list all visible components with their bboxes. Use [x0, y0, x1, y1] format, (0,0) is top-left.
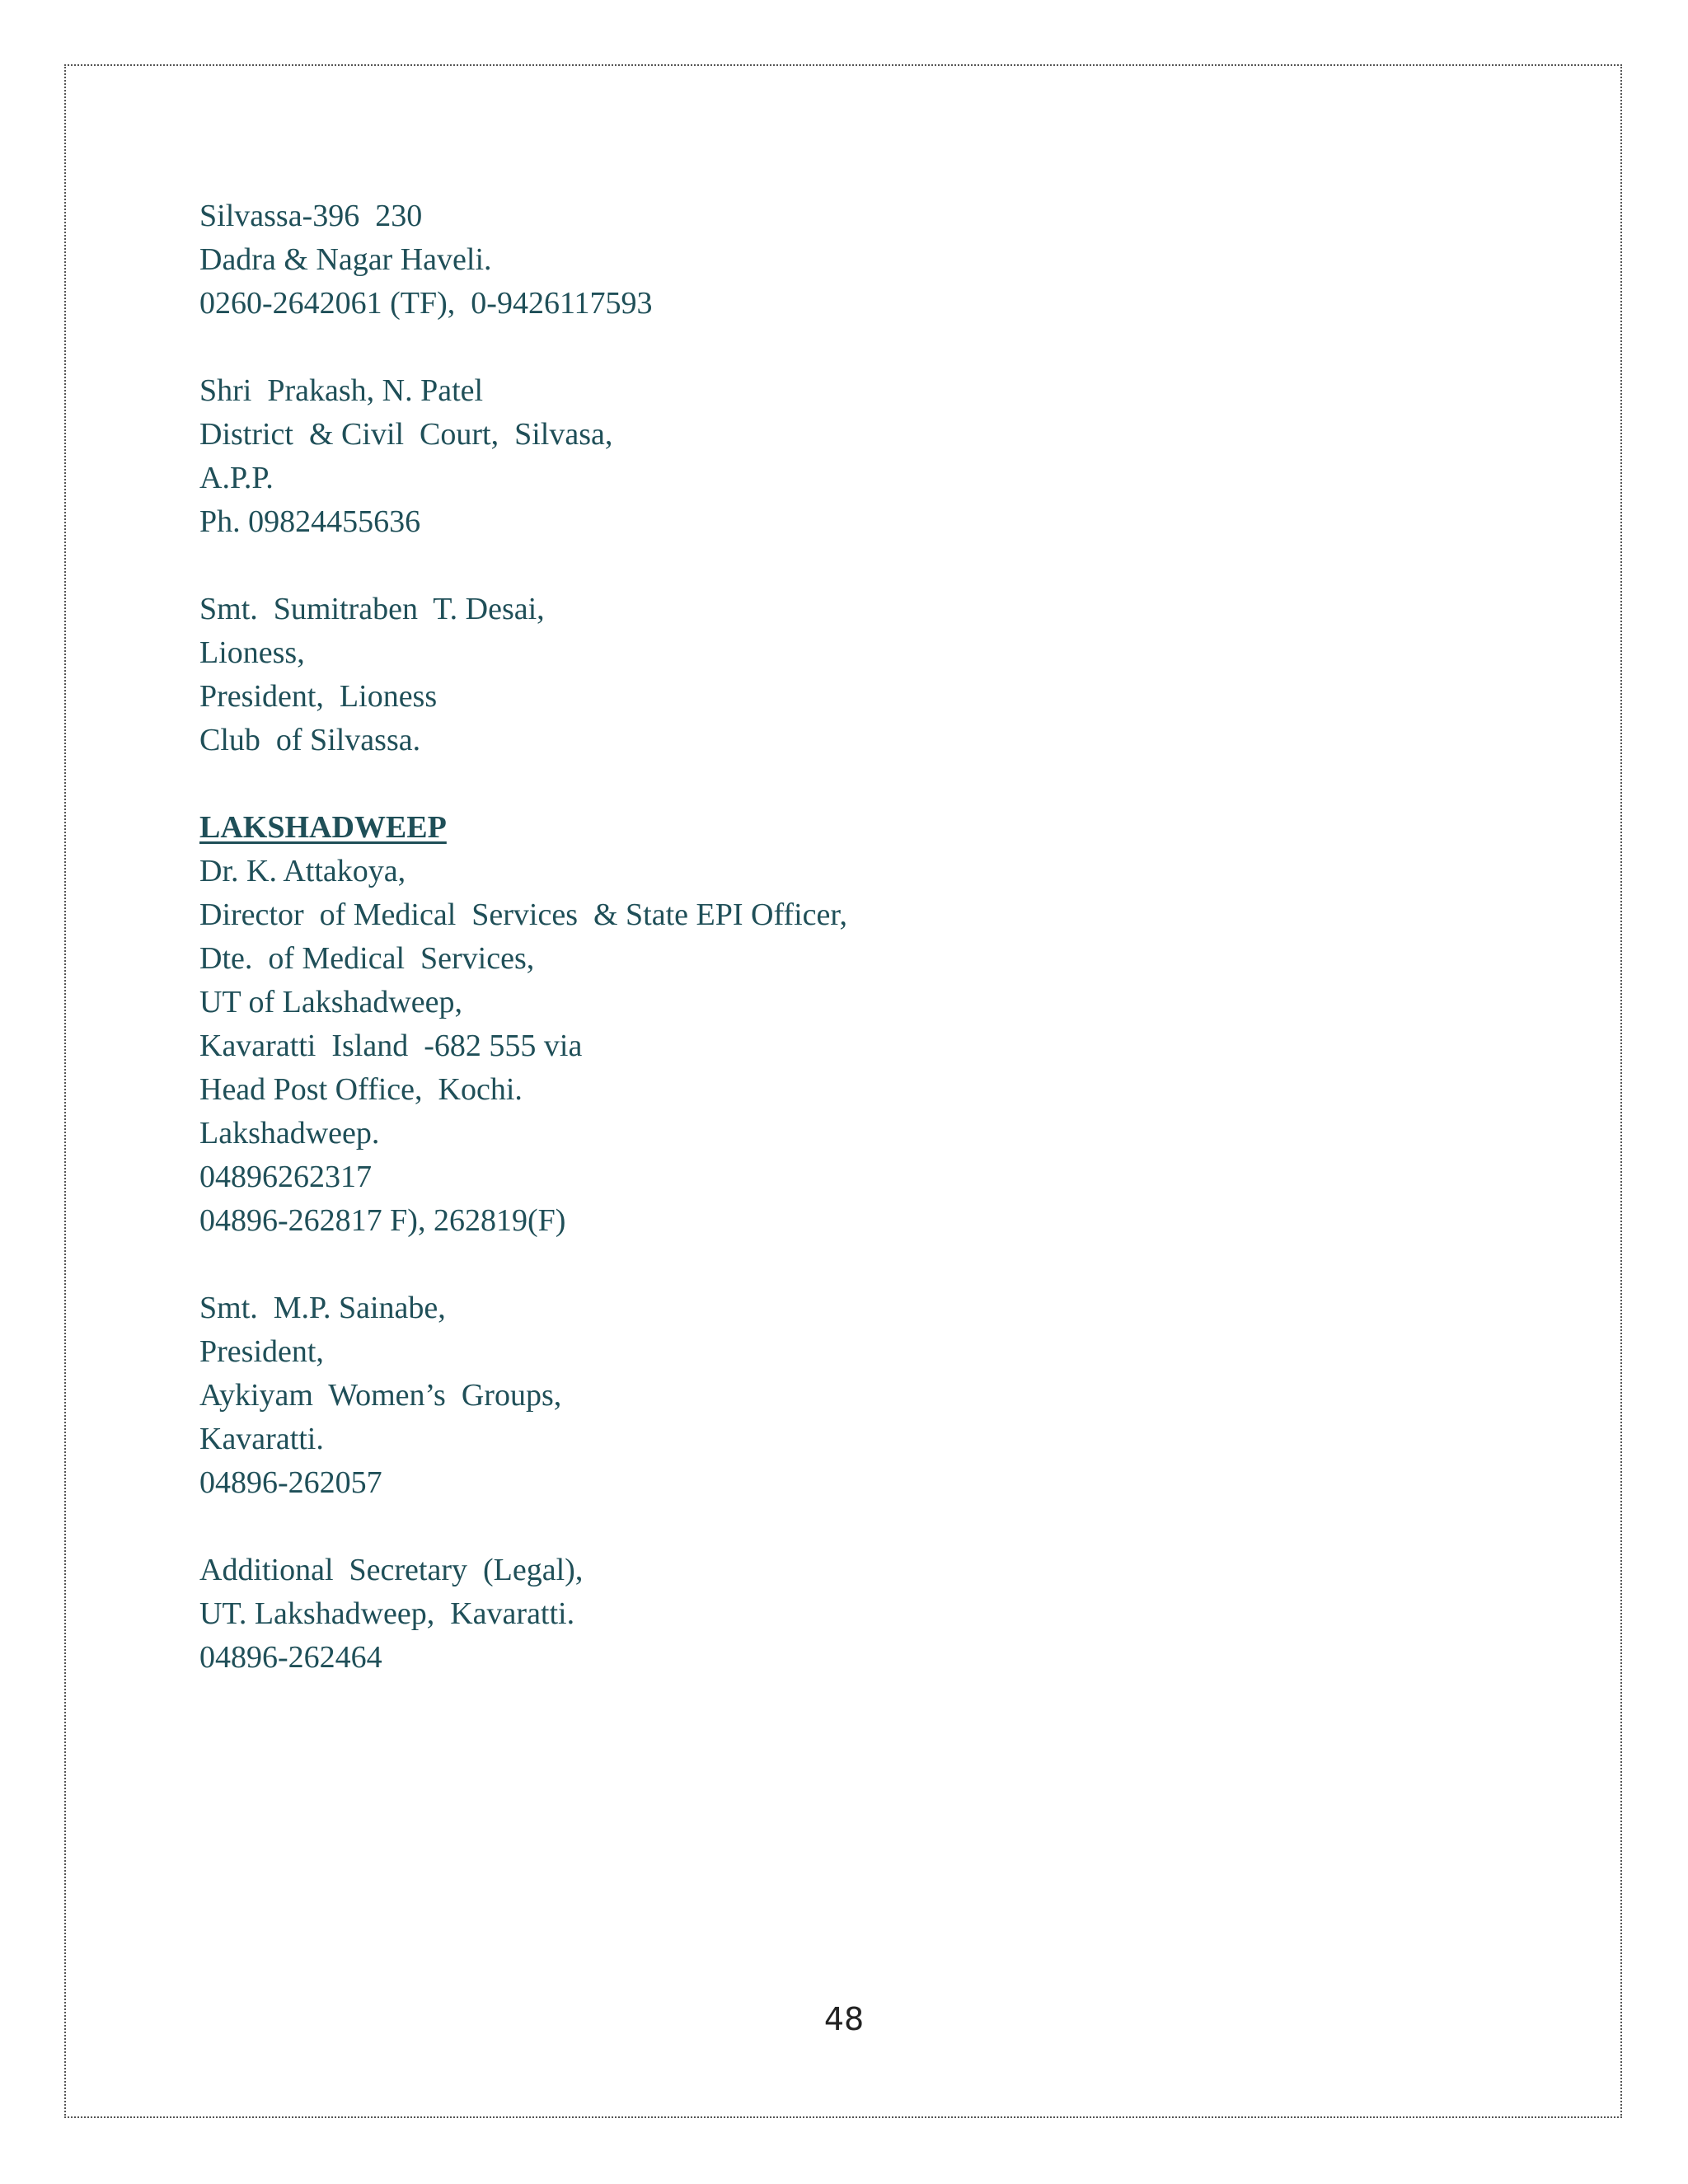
contact-line: Kavaratti.: [199, 1422, 324, 1456]
contact-line: Kavaratti Island -682 555 via: [199, 1029, 583, 1063]
contact-block-sainabe: [199, 1286, 1436, 1505]
phone-line: 04896-262464: [199, 1640, 382, 1675]
phone-line: Ph. 09824455636: [199, 504, 421, 539]
contact-line: Director of Medical Services & State EPI Officer,: [199, 898, 848, 932]
contact-line: President, Lioness: [199, 679, 438, 714]
address-line: Silvassa-396 230: [199, 199, 423, 233]
address-line: Dadra & Nagar Haveli.: [199, 242, 492, 277]
contact-name: Dr. K. Attakoya,: [199, 854, 406, 888]
page-number: 48: [823, 2001, 865, 2037]
contact-block-additional-secretary: [199, 1549, 1436, 1680]
contact-line: District & Civil Court, Silvasa,: [199, 417, 613, 452]
contact-line: Lioness,: [199, 635, 305, 670]
section-lakshadweep: [199, 806, 1436, 1243]
contact-name: Additional Secretary (Legal),: [199, 1553, 584, 1587]
contact-line: UT. Lakshadweep, Kavaratti.: [199, 1596, 575, 1631]
contact-line: A.P.P.: [199, 461, 274, 495]
contact-line: Dte. of Medical Services,: [199, 941, 535, 976]
contact-line: Lakshadweep.: [199, 1116, 380, 1151]
phone-line: 04896-262817 F), 262819(F): [199, 1203, 566, 1238]
contact-line: UT of Lakshadweep,: [199, 985, 463, 1019]
contact-line: President,: [199, 1334, 324, 1369]
contact-line: Head Post Office, Kochi.: [199, 1072, 523, 1107]
contact-name: Smt. Sumitraben T. Desai,: [199, 592, 545, 626]
phone-line: 04896-262057: [199, 1465, 382, 1500]
contact-block-sumitraben-desai: [199, 588, 1436, 762]
contact-name: Smt. M.P. Sainabe,: [199, 1291, 446, 1325]
phone-line: 0260-2642061 (TF), 0-9426117593: [199, 286, 653, 321]
document-body: [199, 194, 1436, 1723]
contact-name: Shri Prakash, N. Patel: [199, 373, 484, 408]
contact-block-prakash-patel: [199, 369, 1436, 544]
phone-line: 04896262317: [199, 1160, 372, 1194]
contact-line: Aykiyam Women’s Groups,: [199, 1378, 562, 1413]
address-block-silvassa: [199, 194, 1436, 326]
section-heading: LAKSHADWEEP: [199, 810, 447, 845]
contact-line: Club of Silvassa.: [199, 723, 421, 757]
